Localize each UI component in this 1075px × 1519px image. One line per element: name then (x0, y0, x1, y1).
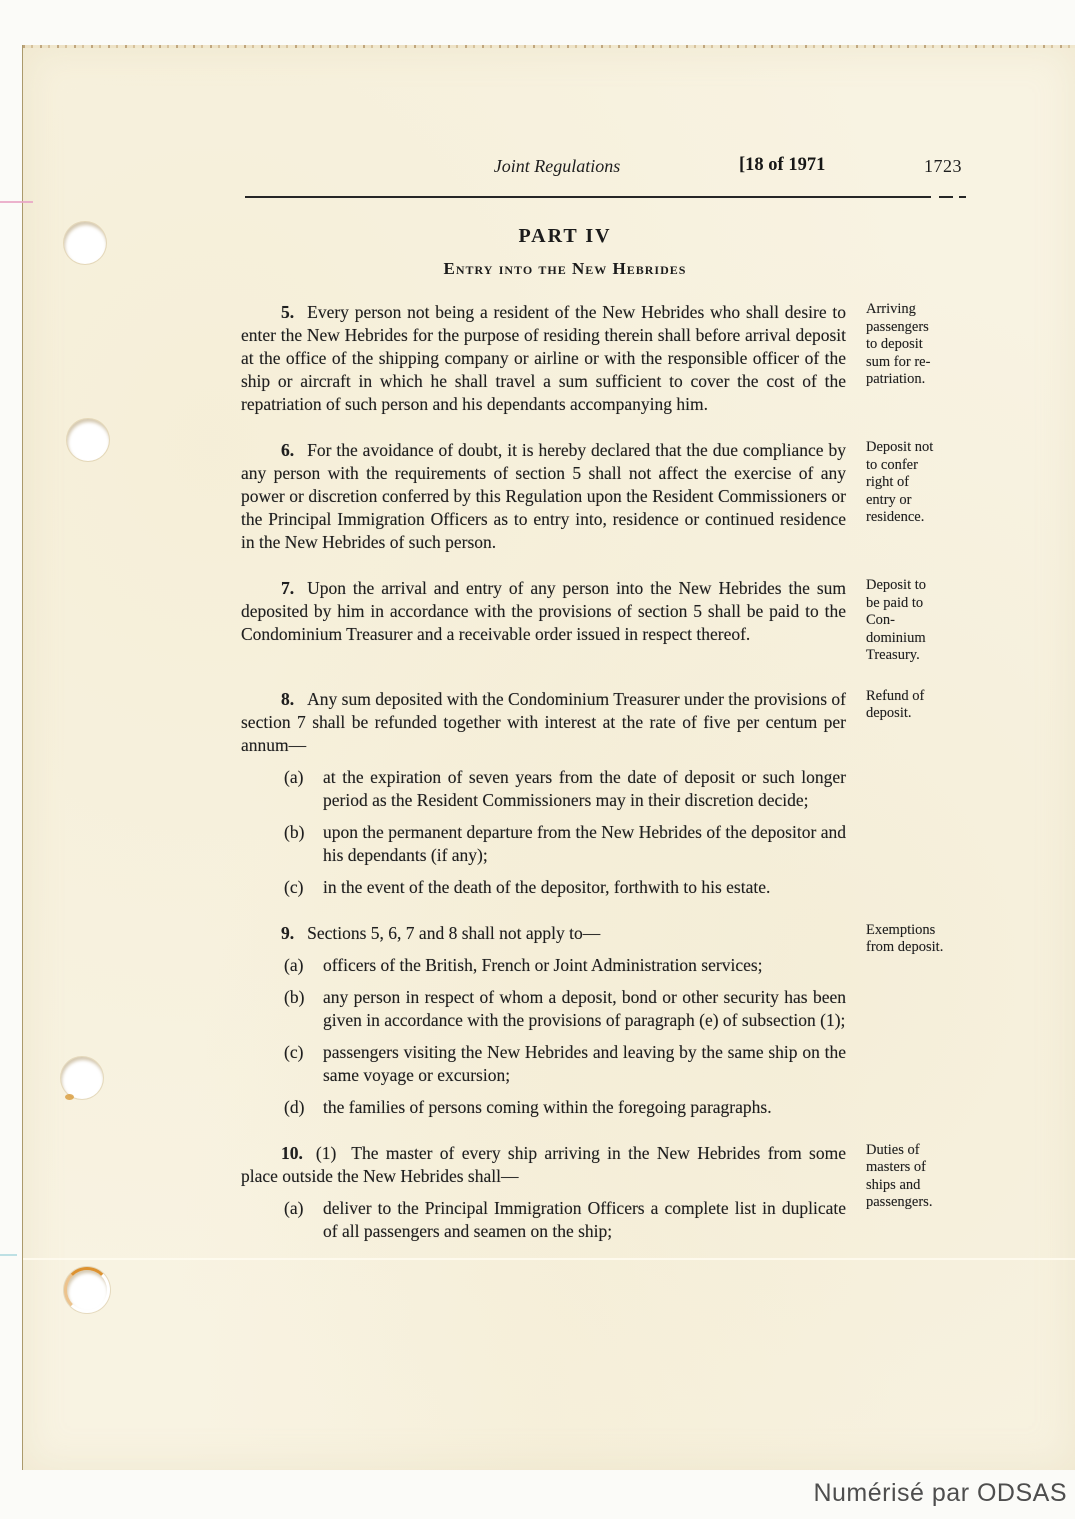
margin-note-line: Exemptions (866, 921, 936, 938)
section-item (241, 1197, 846, 1243)
item-text: at the expiration of seven years from the date of deposit or such longer period as the Resident Commissioners may in their discretion decide; (323, 766, 846, 810)
margin-note (866, 301, 996, 389)
item-text: any person in respect of whom a deposit, bond or other security has been given in accordance with the provisions of paragraph (e) of subsection (1); (323, 986, 846, 1030)
margin-note (866, 439, 996, 527)
section-item (241, 766, 846, 812)
section-body (241, 922, 846, 1119)
margin-note-line: dominium (866, 629, 926, 646)
section-number: 5. (281, 302, 295, 322)
margin-note-line: be paid to (866, 594, 924, 611)
margin-note-line: Duties of (866, 1141, 920, 1158)
header-page-number: 1723 (924, 156, 962, 176)
header-citation: [18 of 1971 (739, 155, 826, 175)
section-text: Every person not being a resident of the New Hebrides who shall desire to enter the New Hebrides for the purpose of residing therein shall before arrival deposit at the office of the shipping company or airline or with the responsible officer of the ship or aircraft in which he shall travel a sum sufficient to cover the cost of the repatriation of such person and his dependants accompanying him. (241, 302, 846, 414)
section-item (241, 1096, 846, 1119)
margin-note-line: entry or (866, 491, 912, 508)
margin-note-line: masters of (866, 1159, 926, 1175)
regulation-section-8 (241, 688, 1003, 899)
item-label: (a) (284, 766, 304, 787)
margin-note-line: to confer (866, 456, 918, 473)
part-title: PART IV (518, 225, 612, 247)
item-text: in the event of the death of the depositor, forthwith to his estate. (323, 876, 771, 897)
section-text: Any sum deposited with the Condominium Treasurer under the provisions of section 7 shall be refunded together with interest at the rate of five per centum per annum— (241, 688, 846, 755)
section-body (241, 1142, 846, 1243)
item-label: (b) (284, 821, 305, 842)
margin-note-line: deposit. (866, 705, 912, 721)
margin-note-line: from deposit. (866, 939, 944, 955)
section-paragraph (241, 301, 846, 416)
header-rule-dash (959, 196, 966, 198)
margin-note-line: Deposit not (866, 439, 934, 455)
item-label: (d) (284, 1096, 305, 1117)
punch-hole (67, 419, 109, 461)
punch-hole (64, 222, 106, 264)
section-number: 7. (281, 578, 295, 598)
section-body (241, 439, 846, 554)
item-label: (b) (284, 986, 305, 1007)
section-paragraph (241, 688, 846, 757)
section-item (241, 986, 846, 1032)
section-item (241, 821, 846, 867)
section-body (241, 301, 846, 416)
section-item (241, 876, 846, 899)
margin-note-line: right of (866, 474, 910, 490)
subsection-number: (1) (315, 1142, 337, 1163)
margin-note-line: ships and (866, 1176, 921, 1193)
margin-note (866, 1142, 996, 1212)
section-item (241, 1041, 846, 1087)
section-text: For the avoidance of doubt, it is hereby declared that the due compliance by any person with the requirements of section 5 shall not affect the exercise of any power or discretion conferred by this Regulation upon the Resident Commissioners or the Principal Immigration Officers as to entry into, residence or continued residence in the New Hebrides of such person. (241, 440, 846, 552)
section-number: 6. (281, 440, 295, 460)
margin-note-line: residence. (866, 509, 925, 525)
regulation-section-10 (241, 1142, 1003, 1243)
scanner-artifact-line (0, 1254, 17, 1256)
section-text: The master of every ship arriving in the New Hebrides from some place outside the New Hebrides shall— (241, 1142, 846, 1186)
section-number: 10. (281, 1142, 303, 1163)
header-rule (245, 196, 931, 198)
regulation-section-5 (241, 301, 1003, 416)
margin-note-line: sum for re- (866, 353, 931, 370)
item-label: (a) (284, 1197, 304, 1218)
section-paragraph (241, 439, 846, 554)
header-rule-dash (939, 196, 953, 198)
section-body (241, 577, 846, 646)
margin-note-line: to deposit (866, 336, 923, 352)
item-label: (a) (284, 954, 304, 975)
margin-note-line: Deposit to (866, 577, 927, 593)
margin-note-line: Refund of (866, 687, 925, 704)
margin-note-line: passengers (866, 318, 929, 335)
regulation-section-7 (241, 577, 1003, 665)
header-journal-title: Joint Regulations (493, 156, 621, 176)
item-label: (c) (284, 876, 304, 897)
section-text: Sections 5, 6, 7 and 8 shall not apply to— (307, 922, 601, 943)
paper-sheet (22, 45, 1075, 1470)
section-paragraph (241, 577, 846, 646)
punch-hole (64, 1267, 110, 1313)
item-text: passengers visiting the New Hebrides and leaving by the same ship on the same voyage or excursion; (323, 1041, 846, 1085)
margin-note-line: patriation. (866, 371, 926, 387)
punch-hole (61, 1057, 103, 1099)
item-text: the families of persons coming within the foregoing paragraphs. (323, 1096, 772, 1117)
section-paragraph (241, 922, 846, 945)
margin-note-line: passengers. (866, 1194, 933, 1210)
regulation-section-9 (241, 922, 1003, 1119)
item-text: officers of the British, French or Joint Administration services; (323, 954, 763, 975)
sections (241, 297, 1003, 1243)
section-paragraph (241, 1142, 846, 1188)
item-label: (c) (284, 1041, 304, 1062)
regulation-section-6 (241, 439, 1003, 554)
margin-note-line: Con- (866, 612, 895, 628)
section-body (241, 688, 846, 899)
section-number: 9. (281, 922, 295, 943)
section-number: 8. (281, 688, 295, 709)
margin-note-line: Arriving (866, 301, 916, 317)
margin-note (866, 688, 996, 723)
odsas-watermark: Numérisé par ODSAS (813, 1479, 1067, 1507)
margin-note (866, 922, 996, 957)
part-subtitle: Entry into the New Hebrides (443, 259, 687, 278)
paper-crease (23, 1258, 1075, 1260)
scanner-artifact-line (0, 201, 33, 203)
section-item (241, 954, 846, 977)
margin-note-line: Treasury. (866, 647, 920, 663)
item-text: upon the permanent departure from the New Hebrides of the depositor and his dependants (if any); (323, 821, 846, 865)
item-text: deliver to the Principal Immigration Officers a complete list in duplicate of all passengers and seamen on the ship; (323, 1197, 846, 1241)
margin-note (866, 577, 996, 665)
section-text: Upon the arrival and entry of any person into the New Hebrides the sum deposited by him in accordance with the provisions of section 5 shall be paid to the Condominium Treasurer and a receivable order issued in respect thereof. (241, 578, 846, 644)
